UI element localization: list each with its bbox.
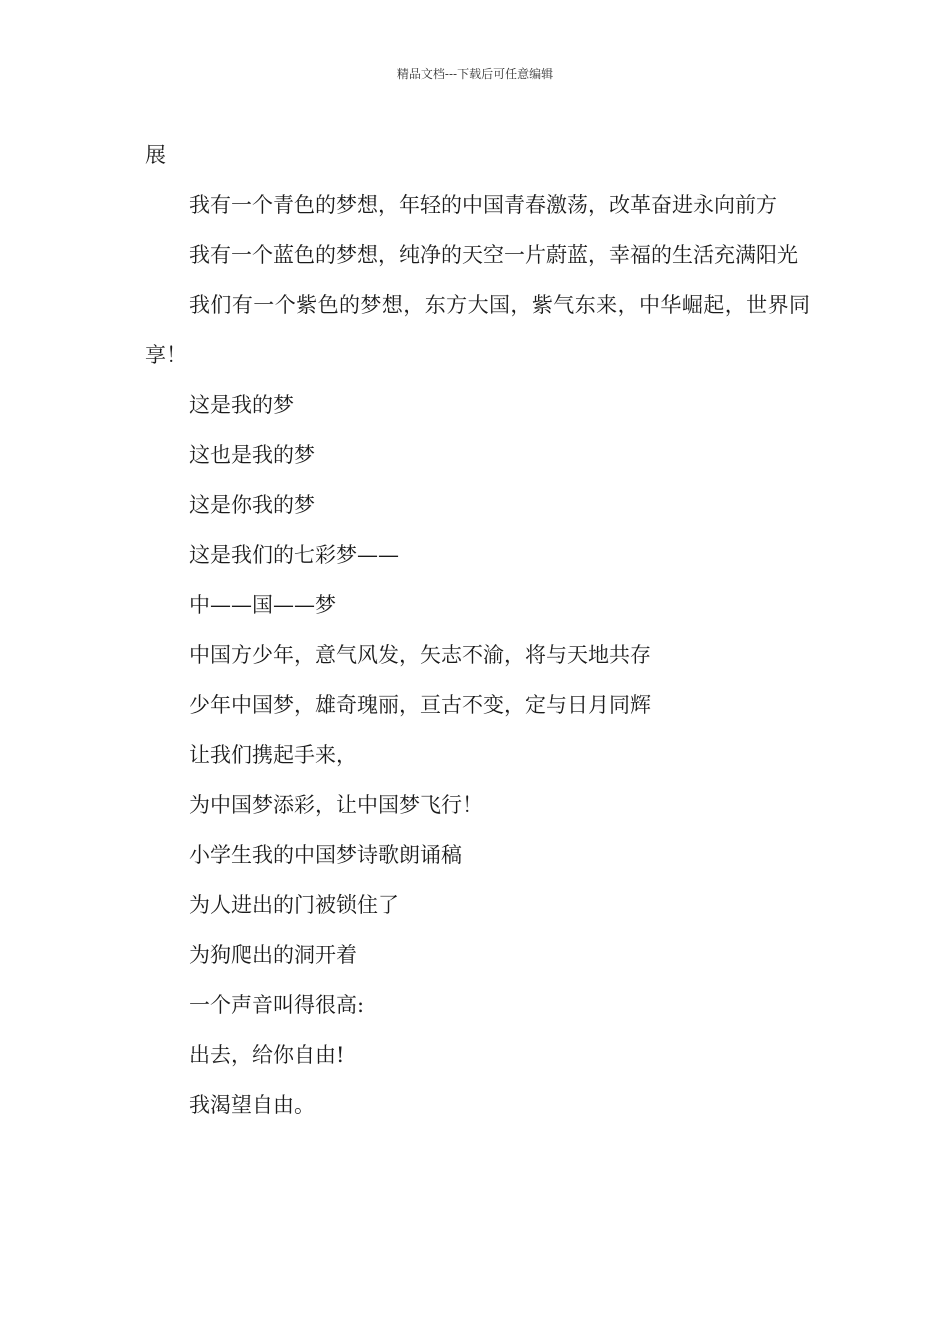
paragraph: 这是我的梦 — [189, 393, 294, 417]
paragraph: 一个声音叫得很高: — [189, 993, 365, 1017]
paragraph: 这也是我的梦 — [189, 443, 315, 467]
paragraph: 这是你我的梦 — [189, 493, 315, 517]
paragraph: 展 — [145, 143, 166, 167]
paragraph: 为中国梦添彩，让中国梦飞行！ — [189, 793, 483, 817]
paragraph: 小学生我的中国梦诗歌朗诵稿 — [189, 843, 462, 867]
paragraph: 为人进出的门被锁住了 — [189, 893, 399, 917]
paragraph: 我有一个青色的梦想，年轻的中国青春激荡，改革奋进永向前方 — [189, 193, 777, 217]
paragraph: 出去，给你自由! — [189, 1043, 345, 1067]
paragraph: 中——国——梦 — [189, 593, 336, 617]
paragraph: 我们有一个紫色的梦想，东方大国，紫气东来，中华崛起，世界同享！ — [145, 293, 810, 367]
paragraph: 我有一个蓝色的梦想，纯净的天空一片蔚蓝，幸福的生活充满阳光 — [189, 243, 798, 267]
paragraph: 让我们携起手来， — [189, 743, 357, 767]
paragraph: 我渴望自由。 — [189, 1093, 315, 1117]
paragraph: 少年中国梦，雄奇瑰丽，亘古不变，定与日月同辉 — [189, 693, 651, 717]
paragraph: 为狗爬出的洞开着 — [189, 943, 357, 967]
page-header: 精品文档---下载后可任意编辑 — [396, 67, 554, 81]
paragraph: 这是我们的七彩梦—— — [189, 543, 399, 567]
document-body — [145, 130, 810, 1130]
paragraph: 中国方少年，意气风发，矢志不渝，将与天地共存 — [189, 643, 651, 667]
